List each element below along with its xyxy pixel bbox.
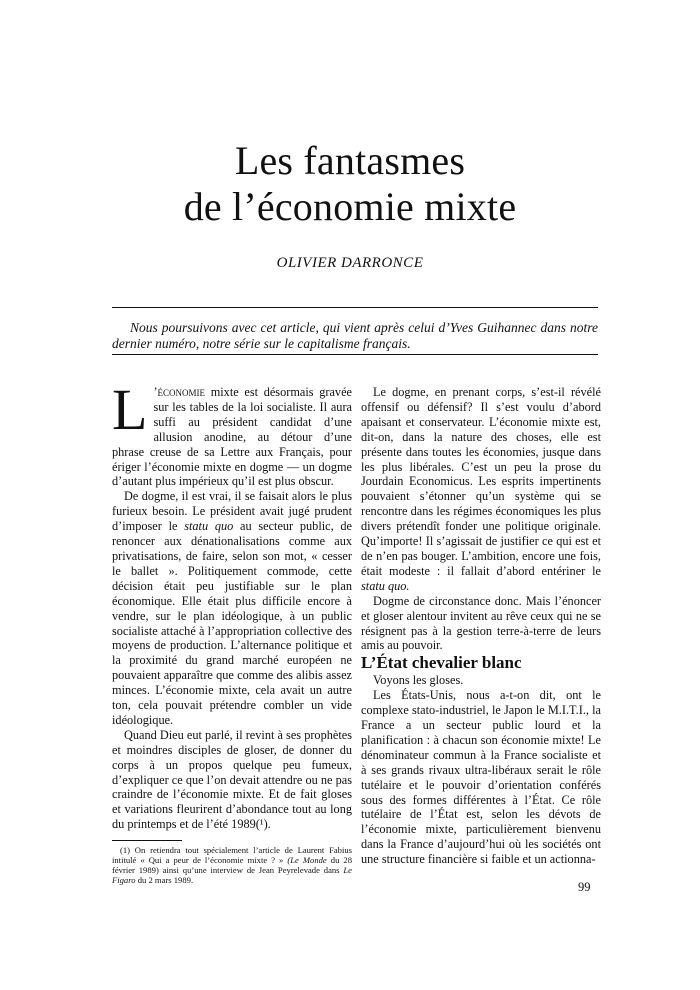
- paragraph-2-part-a: De dogme, il est vrai, il se faisait alors le plus furieux besoin. Le président avait jugé prudent d’imposer le: [112, 489, 352, 534]
- right-paragraph-4: Les États-Unis, nous a-t-on dit, ont le complexe stato-industriel, le Japon le M.I.T.I., la France a un secteur public lourd et la planification : à chacun son économie mixte! Le dénominateur commun à la France socialiste et à ses grands rivaux ultra-libéraux serait le rôle tutélaire et le pouvoir d’orientation conférés sous des formes différentes à l’État. Ce rôle tutélaire de l’État est, selon les dévots de l’économie mixte, particulièrement bienvenu dans la France d’aujourd’hui où les sociétés ont une structure financière si faible et un actionna-: [361, 688, 601, 867]
- paragraph-2-emphasis: statu quo: [184, 519, 234, 534]
- paragraph-3-text: Quand Dieu eut parlé, il revint à ses prophètes et moindres disciples de gloser, de donner du corps à un propos quelque peu fumeux, d’expliquer ce que l’on devait attendre ou ne pas craindre de l’économie mixte. Et de fait gloses et variations fleurirent d’abondance tout au long du printemps et de l’été 1989: [112, 727, 352, 832]
- paragraph-2: [112, 489, 352, 728]
- footnote-part-c: du 2 mars 1989.: [135, 875, 194, 886]
- right-paragraph-3: Voyons les gloses.: [373, 673, 464, 688]
- intro-paragraph: Nous poursuivons avec cet article, qui vient après celui d’Yves Guihannec dans notre dernier numéro, notre série sur le capitalisme français.: [112, 320, 598, 351]
- top-divider: [112, 307, 598, 308]
- title-line-2: de l’économie mixte: [183, 184, 517, 229]
- right-paragraph-1-text: Le dogme, en prenant corps, s’est-il révélé offensif ou défensif? Il s’est voulu d’abord apaisant et conservateur. L’économie mixte est, dit-on, dans la nature des choses, elle est présente dans toutes les économies, jusque dans les plus libérales. C’est un peu la prose du Jourdain Economicus. Les esprits impertinents pouvaient s’étonner qu’un système qui se rencontre dans les régimes économiques les plus divers prétendît fonder une politique originale. Qu’importe! Il s’agissait de justifier ce qui est et de n’en pas bouger. L’ambition, encore une fois, était modeste : il fallait d’abord entériner le: [361, 385, 601, 578]
- paragraph-2-part-b: au secteur public, de renoncer aux dénationalisations comme aux privatisations, de faire, selon son mot, « cesser le ballet ». Politiquement commode, cette décision était peu justifiable sur le plan économique. Elle était plus difficile encore à vendre, sur le plan idéologique, à un public socialiste attaché à l’appropriation collective des moyens de production. L’alternance politique et la proximité du grand marché européen ne pouvaient apparaître que comme des alibis assez minces. L’économie mixte, cela avait un autre ton, cela pouvait prétendre combler un vide idéologique.: [112, 519, 353, 727]
- title-line-1: Les fantasmes: [234, 138, 466, 183]
- right-paragraph-1-emphasis: statu quo.: [361, 578, 410, 593]
- footnote-divider: [112, 840, 182, 841]
- author-name: OLIVIER DARRONCE: [276, 255, 424, 271]
- opening-small-caps: ’économie: [153, 385, 206, 399]
- opening-text: mixte est désormais gravée sur les tables de la loi socialiste. Il aura suffi au président candidat d’une allusion anodine, au détour d’une phrase creuse de sa Lettre aux Français, pour ériger l’économie mixte en dogme — un dogme d’autant plus impérieux qu’il est plus obscur.: [112, 385, 352, 489]
- left-column: [112, 377, 353, 886]
- paragraph-3: [112, 728, 352, 832]
- right-paragraph-1: [361, 385, 601, 594]
- footnote: [112, 845, 352, 885]
- drop-cap: L: [112, 377, 148, 442]
- opening-paragraph: [112, 377, 352, 489]
- footnote-emphasis-1: (Le Monde: [287, 855, 327, 866]
- footnote-reference: (¹).: [255, 817, 271, 832]
- footnote-part-a: (1) On retiendra tout spécialement l’article de Laurent Fabius intitulé « Qui a peur de l’économie mixte ? »: [112, 845, 352, 866]
- bottom-divider: [112, 354, 598, 355]
- article-title: [0, 138, 700, 230]
- right-paragraph-2: Dogme de circonstance donc. Mais l’énoncer et gloser alentour invitent au rêve ceux qui ne se résignent pas à la gestion terre-à-terre de leurs amis au pouvoir.: [361, 593, 601, 653]
- section-heading: L’État chevalier blanc: [361, 653, 522, 673]
- footnote-emphasis-2: Le Figaro: [112, 865, 352, 886]
- right-column: [361, 385, 601, 867]
- footnote-part-b: du 28 février 1989) ainsi qu’une interview de Jean Peyrelevade dans: [112, 855, 353, 876]
- page-number: 99: [578, 880, 591, 894]
